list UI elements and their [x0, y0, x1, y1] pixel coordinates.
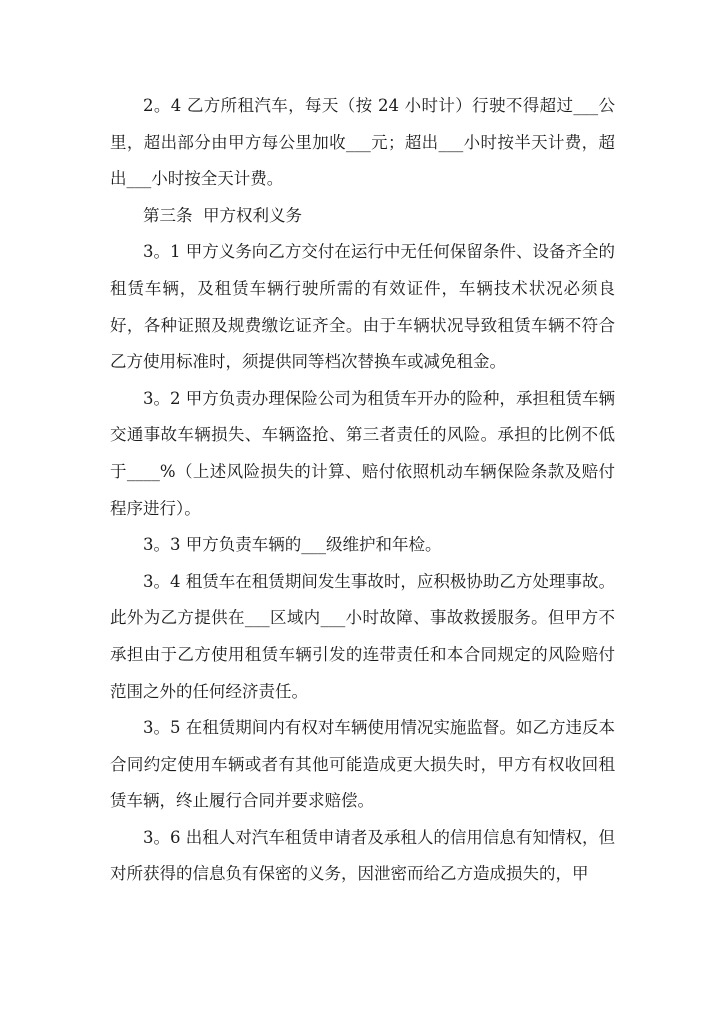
- clause-3-4: 3。4 租赁车在租赁期间发生事故时，应积极协助乙方处理事故。此外为乙方提供在___区域内___小时故障、事故救援服务。但甲方不承担由于乙方使用租赁车辆引发的连带责任和本合同规定的风险赔付范围之外的任何经济责任。: [110, 571, 615, 701]
- clause-3-5: 3。5 在租赁期间内有权对车辆使用情况实施监督。如乙方违反本合同约定使用车辆或者有其他可能造成更大损失时，甲方有权收回租赁车辆，终止履行合同并要求赔偿。: [110, 718, 615, 811]
- clause-3-2: 3。2 甲方负责办理保险公司为租赁车开办的险种，承担租赁车辆交通事故车辆损失、车辆盗抢、第三者责任的风险。承担的比例不低于____%（上述风险损失的计算、赔付依照机动车辆保险条款及赔付程序进行）。: [110, 388, 615, 518]
- clause-2-4: 2。4 乙方所租汽车，每天（按 24 小时计）行驶不得超过___公里，超出部分由甲方每公里加收___元；超出___小时按半天计费，超出___小时按全天计费。: [110, 96, 615, 189]
- document-body: [110, 88, 615, 893]
- clause-3-6: 3。6 出租人对汽车租赁申请者及承租人的信用信息有知情权，但对所获得的信息负有保密的义务，因泄密而给乙方造成损失的，甲: [110, 827, 615, 884]
- clause-3-1: 3。1 甲方义务向乙方交付在运行中无任何保留条件、设备齐全的租赁车辆，及租赁车辆行驶所需的有效证件，车辆技术状况必须良好，各种证照及规费缴讫证齐全。由于车辆状况导致租赁车辆不符合乙方使用标准时，须提供同等档次替换车或减免租金。: [110, 242, 615, 372]
- clause-3-3: 3。3 甲方负责车辆的___级维护和年检。: [143, 535, 442, 555]
- article-3-heading: 第三条 甲方权利义务: [143, 205, 302, 225]
